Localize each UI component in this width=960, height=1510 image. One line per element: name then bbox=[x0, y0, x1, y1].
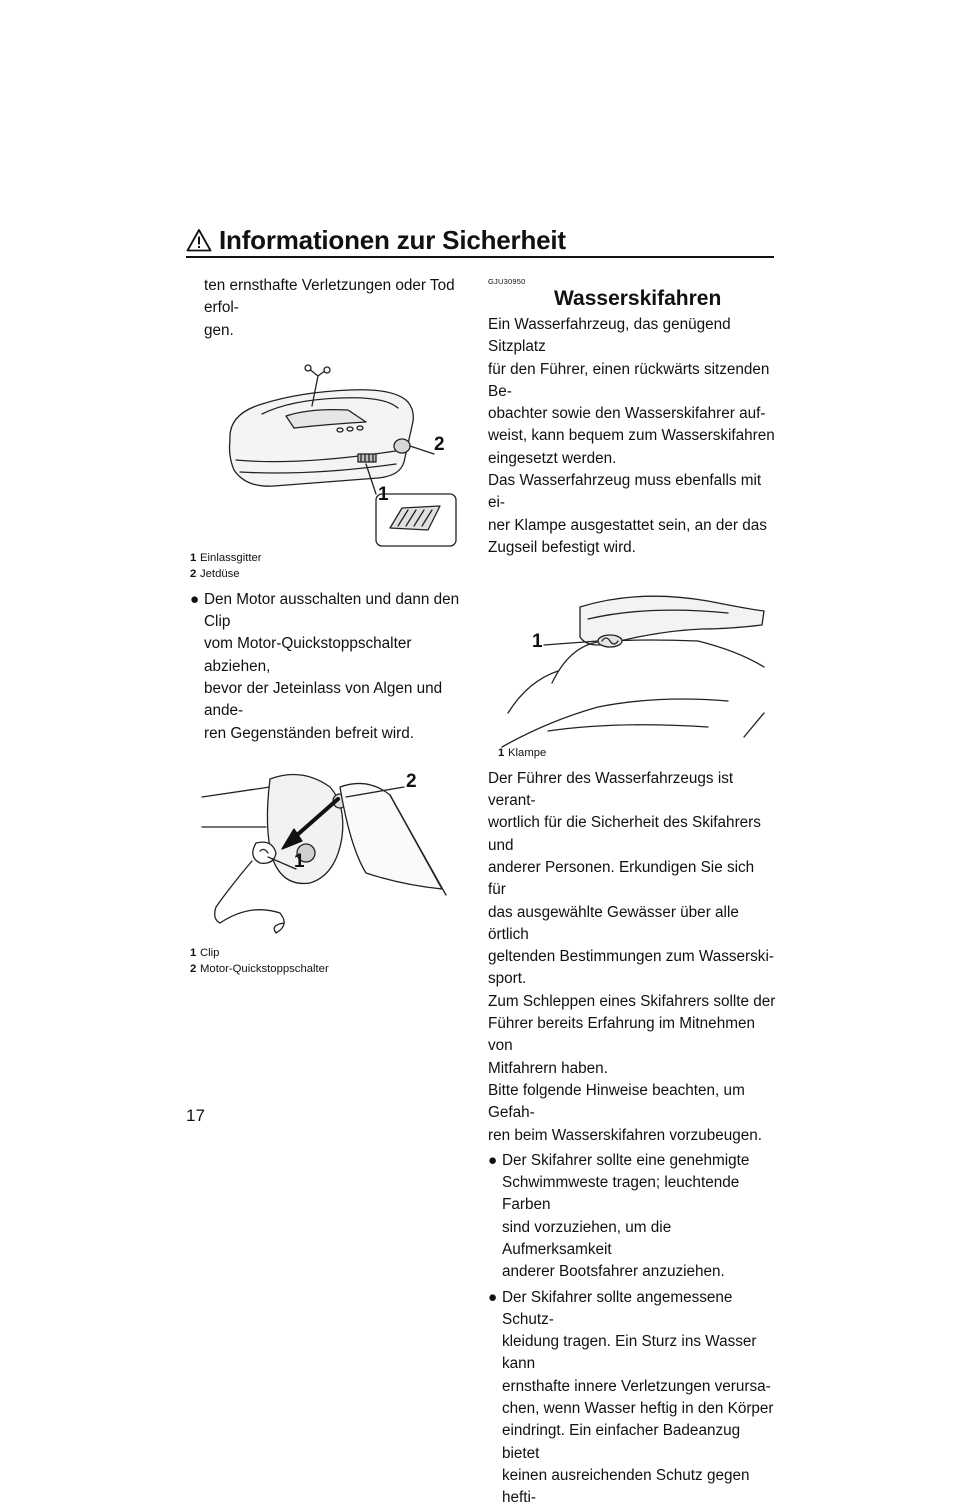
bullet-item bbox=[488, 1150, 776, 1284]
text-line: für den Führer, einen rückwärts sitzenden Be- bbox=[488, 360, 770, 400]
right-column bbox=[488, 277, 776, 1510]
text-line: Der Führer des Wasserfahrzeugs ist verant- bbox=[488, 769, 734, 810]
figure-jet-intake bbox=[190, 350, 472, 550]
bullet-item bbox=[190, 589, 472, 745]
caption-number: 2 bbox=[190, 568, 197, 581]
callout-1: 1 bbox=[294, 850, 305, 872]
caption-text: Einlassgitter bbox=[200, 551, 262, 564]
figure-caption bbox=[190, 945, 472, 978]
figure-stop-switch bbox=[190, 757, 472, 947]
callout-2: 2 bbox=[434, 433, 445, 455]
caption-item bbox=[190, 945, 472, 962]
caption-number: 2 bbox=[190, 963, 197, 976]
caption-text: Clip bbox=[200, 946, 220, 959]
text-line: vom Motor-Quickstoppschalter abziehen, bbox=[204, 635, 412, 675]
text-line: ren beim Wasserskifahren vorzubeugen. bbox=[488, 1126, 763, 1144]
text-line: Bitte folgende Hinweise beachten, um Gefah- bbox=[488, 1081, 745, 1122]
figure-caption bbox=[488, 745, 776, 762]
text-line: Mitfahrern haben. bbox=[488, 1059, 608, 1077]
caption-item bbox=[190, 961, 472, 978]
text-line: ernsthafte innere Verletzungen verursa- bbox=[502, 1377, 771, 1395]
caption-number: 1 bbox=[190, 946, 197, 959]
figure-caption bbox=[190, 550, 472, 583]
text-line: ten ernsthafte Verletzungen oder Tod erfol- bbox=[204, 277, 455, 317]
caption-item bbox=[498, 745, 776, 762]
page-number: 17 bbox=[186, 1106, 205, 1125]
page-header bbox=[186, 226, 776, 256]
text-line: keinen ausreichenden Schutz gegen hefti- bbox=[502, 1466, 750, 1507]
text-line: Zum Schleppen eines Skifahrers sollte der bbox=[488, 992, 776, 1010]
callout-2: 2 bbox=[406, 770, 417, 792]
header-rule bbox=[186, 256, 774, 258]
text-line: chen, wenn Wasser heftig in den Körper bbox=[502, 1400, 774, 1418]
text-line: Der Skifahrer sollte angemessene Schutz- bbox=[502, 1288, 733, 1328]
text-line: Den Motor ausschalten und dann den Clip bbox=[204, 590, 460, 631]
text-line: anderer Bootsfahrer anzuziehen. bbox=[502, 1263, 725, 1281]
caption-text: Jetdüse bbox=[200, 568, 240, 581]
warning-triangle-icon bbox=[186, 228, 212, 252]
left-column bbox=[190, 275, 472, 978]
text-line: Der Skifahrer sollte eine genehmigte bbox=[502, 1151, 750, 1169]
text-line: Schwimmweste tragen; leuchtende Farben bbox=[502, 1174, 740, 1214]
bullet-item bbox=[488, 1287, 776, 1510]
text-line: sport. bbox=[488, 970, 527, 988]
text-line: bevor der Jeteinlass von Algen und ande- bbox=[204, 680, 443, 720]
bullet-icon: ● bbox=[488, 1151, 498, 1169]
text-line: eingesetzt werden. bbox=[488, 449, 617, 467]
bullet-icon: ● bbox=[190, 590, 200, 608]
text-line: Führer bereits Erfahrung im Mitnehmen von bbox=[488, 1015, 755, 1055]
text-line: obachter sowie den Wasserskifahrer auf- bbox=[488, 405, 766, 423]
text-line: kleidung tragen. Ein Sturz ins Wasser kann bbox=[502, 1333, 757, 1373]
text-line: gen. bbox=[204, 321, 234, 339]
text-line: Das Wasserfahrzeug muss ebenfalls mit ei- bbox=[488, 472, 762, 512]
caption-number: 1 bbox=[190, 551, 197, 564]
callout-1: 1 bbox=[532, 631, 543, 653]
caption-number: 1 bbox=[498, 747, 505, 760]
text-line: weist, kann bequem zum Wasserskifahren bbox=[488, 427, 775, 445]
paragraph bbox=[488, 768, 776, 1147]
text-line: das ausgewählte Gewässer über alle örtlich bbox=[488, 903, 739, 943]
caption-text: Klampe bbox=[508, 747, 547, 760]
text-line: wortlich für die Sicherheit des Skifahrers und bbox=[488, 814, 761, 854]
page-title: Informationen zur Sicherheit bbox=[219, 225, 566, 255]
callout-1: 1 bbox=[378, 483, 389, 505]
text-line: ner Klampe ausgestattet sein, an der das bbox=[488, 516, 767, 534]
intro-text bbox=[190, 275, 472, 342]
section-code: GJU30950 bbox=[488, 277, 526, 286]
bullet-icon: ● bbox=[488, 1288, 498, 1306]
text-line: eindringt. Ein einfacher Badeanzug bietet bbox=[502, 1422, 741, 1462]
text-line: sind vorzuziehen, um die Aufmerksamkeit bbox=[502, 1218, 672, 1258]
paragraph bbox=[488, 314, 776, 559]
text-line: geltenden Bestimmungen zum Wasserski- bbox=[488, 948, 774, 966]
caption-text: Motor-Quickstoppschalter bbox=[200, 963, 329, 976]
section-title: Wasserskifahren bbox=[554, 287, 722, 310]
text-line: Ein Wasserfahrzeug, das genügend Sitzplatz bbox=[488, 316, 731, 356]
text-line: ren Gegenständen befreit wird. bbox=[204, 724, 415, 742]
caption-item bbox=[190, 566, 472, 583]
text-line: Zugseil befestigt wird. bbox=[488, 538, 636, 556]
caption-item bbox=[190, 550, 472, 567]
text-line: anderer Personen. Erkundigen Sie sich für bbox=[488, 858, 755, 899]
figure-cleat bbox=[488, 571, 776, 755]
